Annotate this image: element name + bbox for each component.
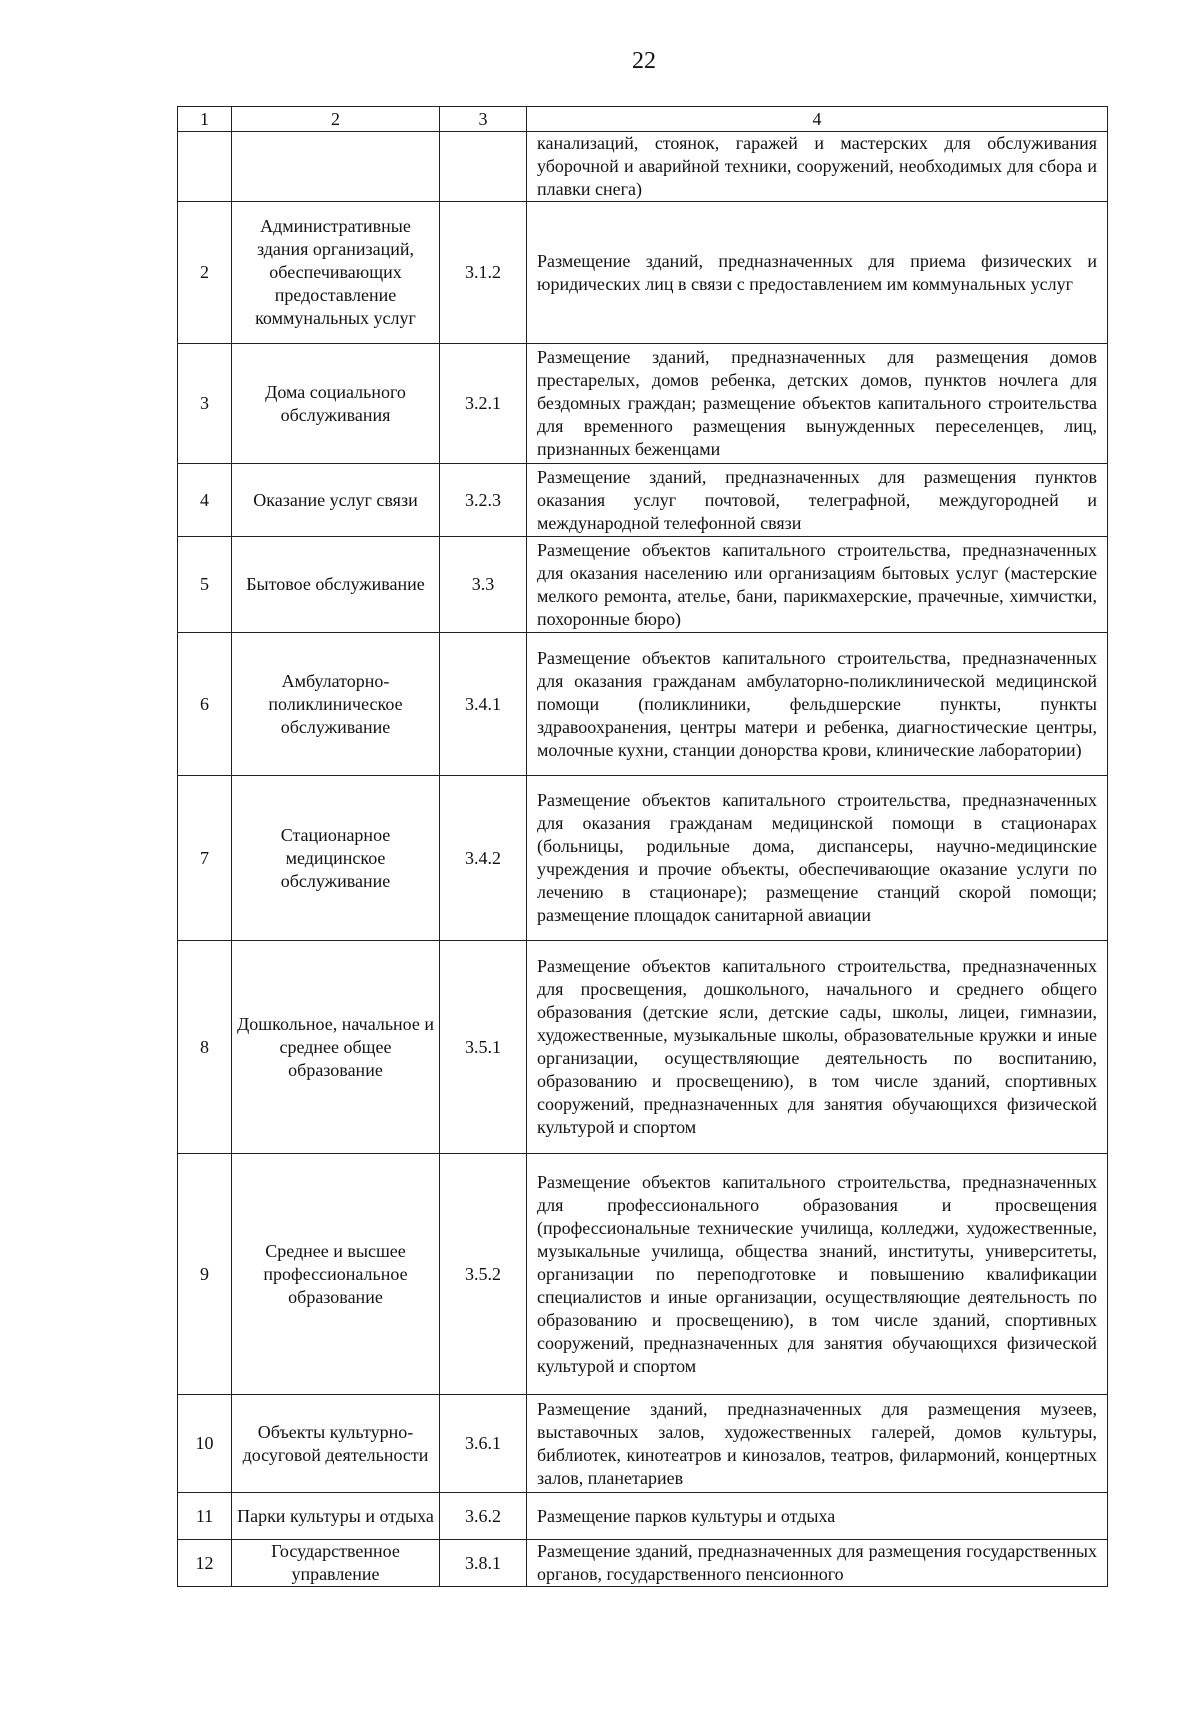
use-type-description: Размещение объектов капитального строительства, предназначенных для просвещения, дошкольного, начального и среднего общего образования (детские ясли, детские сады, школы, лицеи, гимназии, художественные, музыкальные школы, образовательные кружки и иные организации, осуществляющие деятельность по воспитанию, образованию и просвещению), в том числе зданий, спортивных сооружений, предназначенных для занятия обучающихся физической культурой и спортом [527,941,1108,1154]
use-type-code [440,132,527,202]
use-type-code: 3.3 [440,537,527,633]
table-row [178,633,1108,776]
use-type-name: Дома социального обслуживания [232,344,440,464]
use-type-description: Размещение зданий, предназначенных для размещения государственных органов, государственного пенсионного [527,1540,1108,1587]
row-number: 10 [178,1395,232,1493]
land-use-table [177,106,1108,1587]
row-number: 9 [178,1154,232,1395]
use-type-code: 3.4.2 [440,776,527,941]
row-number: 7 [178,776,232,941]
use-type-description: Размещение зданий, предназначенных для размещения пунктов оказания услуг почтовой, телеграфной, междугородней и международной телефонной связи [527,464,1108,537]
table-row [178,1154,1108,1395]
use-type-name: Административные здания организаций, обеспечивающих предоставление коммунальных услуг [232,202,440,344]
use-type-name: Оказание услуг связи [232,464,440,537]
use-type-description: канализаций, стоянок, гаражей и мастерских для обслуживания уборочной и аварийной техники, сооружений, необходимых для сбора и плавки снега) [527,132,1108,202]
use-type-code: 3.2.3 [440,464,527,537]
table-row [178,1540,1108,1587]
row-number: 12 [178,1540,232,1587]
row-number [178,132,232,202]
use-type-code: 3.5.2 [440,1154,527,1395]
use-type-description: Размещение объектов капитального строительства, предназначенных для оказания гражданам медицинской помощи в стационарах (больницы, родильные дома, диспансеры, научно-медицинские учреждения и прочие объекты, обеспечивающие оказание услуги по лечению в стационаре); размещение станций скорой помощи; размещение площадок санитарной авиации [527,776,1108,941]
use-type-description: Размещение объектов капитального строительства, предназначенных для оказания гражданам амбулаторно-поликлинической медицинской помощи (поликлиники, фельдшерские пункты, пункты здравоохранения, центры матери и ребенка, диагностические центры, молочные кухни, станции донорства крови, клинические лаборатории) [527,633,1108,776]
table-row [178,1493,1108,1540]
use-type-description: Размещение зданий, предназначенных для размещения музеев, выставочных залов, художественных галерей, домов культуры, библиотек, кинотеатров и кинозалов, театров, филармоний, концертных залов, планетариев [527,1395,1108,1493]
use-type-code: 3.6.2 [440,1493,527,1540]
page-number: 22 [632,48,656,74]
table-row [178,132,1108,202]
row-number: 6 [178,633,232,776]
row-number: 4 [178,464,232,537]
use-type-code: 3.4.1 [440,633,527,776]
use-type-description: Размещение объектов капитального строительства, предназначенных для оказания населению или организациям бытовых услуг (мастерские мелкого ремонта, ателье, бани, парикмахерские, прачечные, химчистки, похоронные бюро) [527,537,1108,633]
row-number: 3 [178,344,232,464]
table-row [178,941,1108,1154]
use-type-name: Среднее и высшее профессиональное образование [232,1154,440,1395]
use-type-description: Размещение парков культуры и отдыха [527,1493,1108,1540]
use-type-name: Парки культуры и отдыха [232,1493,440,1540]
use-type-name: Дошкольное, начальное и среднее общее образование [232,941,440,1154]
use-type-name: Амбулаторно-поликлиническое обслуживание [232,633,440,776]
use-type-description: Размещение зданий, предназначенных для размещения домов престарелых, домов ребенка, детских домов, пунктов ночлега для бездомных граждан; размещение объектов капитального строительства для временного размещения вынужденных переселенцев, лиц, признанных беженцами [527,344,1108,464]
use-type-description: Размещение объектов капитального строительства, предназначенных для профессионального образования и просвещения (профессиональные технические училища, колледжи, художественные, музыкальные училища, общества знаний, институты, университеты, организации по переподготовке и повышению квалификации специалистов и иные организации, осуществляющие деятельность по образованию и просвещению), в том числе зданий, спортивных сооружений, предназначенных для занятия обучающихся физической культурой и спортом [527,1154,1108,1395]
use-type-code: 3.6.1 [440,1395,527,1493]
use-type-name: Стационарное медицинское обслуживание [232,776,440,941]
table-row [178,464,1108,537]
row-number: 5 [178,537,232,633]
table-row [178,776,1108,941]
use-type-code: 3.1.2 [440,202,527,344]
use-type-code: 3.5.1 [440,941,527,1154]
use-type-code: 3.2.1 [440,344,527,464]
use-type-name: Государственное управление [232,1540,440,1587]
table-row [178,537,1108,633]
table-row [178,344,1108,464]
row-number: 2 [178,202,232,344]
use-type-name [232,132,440,202]
column-header-3: 3 [440,107,527,132]
use-type-description: Размещение зданий, предназначенных для приема физических и юридических лиц в связи с предоставлением им коммунальных услуг [527,202,1108,344]
use-type-code: 3.8.1 [440,1540,527,1587]
row-number: 11 [178,1493,232,1540]
column-header-1: 1 [178,107,232,132]
row-number: 8 [178,941,232,1154]
table-row [178,1395,1108,1493]
column-header-2: 2 [232,107,440,132]
table-row [178,202,1108,344]
use-type-name: Бытовое обслуживание [232,537,440,633]
table-header-row [178,107,1108,132]
column-header-4: 4 [527,107,1108,132]
use-type-name: Объекты культурно-досуговой деятельности [232,1395,440,1493]
